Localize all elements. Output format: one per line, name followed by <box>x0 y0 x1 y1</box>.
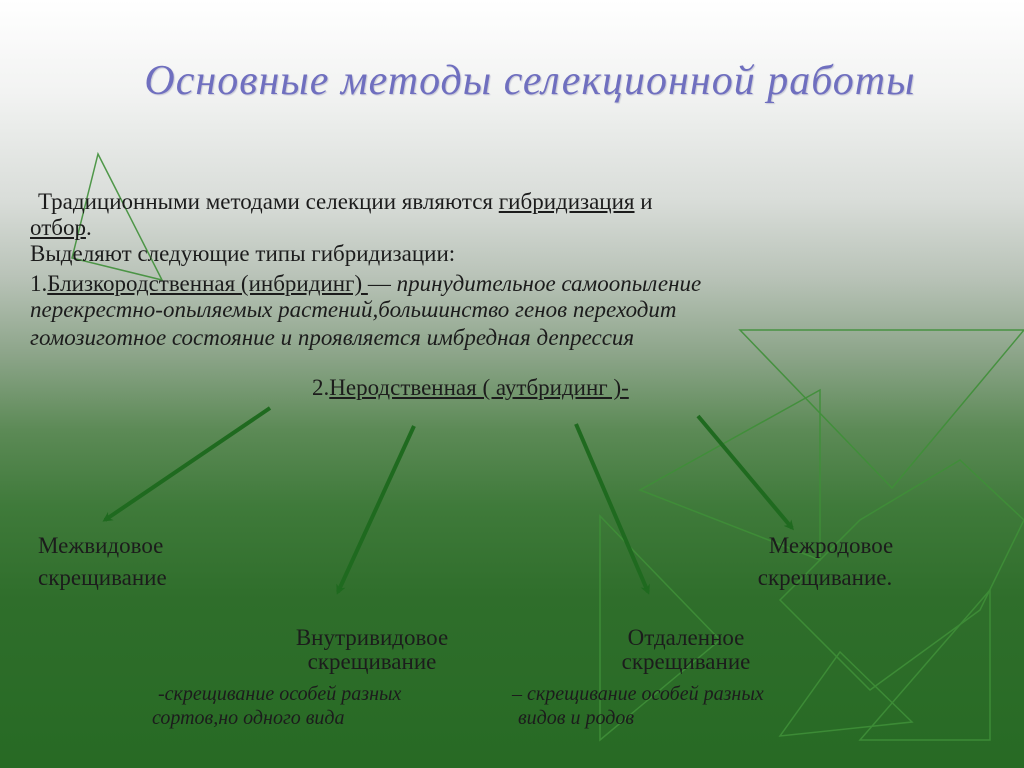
intro-line-1 <box>38 190 653 214</box>
intraspecific-line-1: Внутривидовое <box>295 625 449 650</box>
type1-line <box>30 272 701 296</box>
type1-dash: — <box>367 271 397 296</box>
interspecific-node <box>38 534 167 590</box>
type1-desc-2: перекрестно-опыляемых растений,большинство генов переходит <box>30 297 677 322</box>
type2-number: 2. <box>312 375 330 400</box>
decor-triangle-right-large <box>740 330 1024 488</box>
types-heading: Выделяют следующие типы гибридизации: <box>30 241 456 266</box>
intro-text: Традиционными методами селекции являются <box>38 189 499 214</box>
distant-line-2: скрещивание <box>621 649 751 674</box>
interspecific-line-2: скрещивание <box>38 565 167 590</box>
intro-conjunction: и <box>634 189 653 214</box>
type1-desc-3: гомозиготное состояние и проявляется имбредная депрессия <box>30 325 635 350</box>
type1-name: Близкородственная (инбридинг) <box>47 271 368 296</box>
type1-number: 1. <box>30 271 48 296</box>
intro-period: . <box>85 215 92 240</box>
intergeneric-line-2: скрещивание. <box>757 565 893 590</box>
type2-line <box>312 376 629 400</box>
type2-name: Неродственная ( аутбридинг )- <box>329 375 629 400</box>
intergeneric-line-1: Межродовое <box>768 533 894 558</box>
intraspecific-node <box>262 626 482 674</box>
arrow-to-intraspecific <box>338 426 414 592</box>
arrow-to-interspecific <box>105 408 270 520</box>
decor-triangle-bottom-right <box>780 652 912 736</box>
distant-line-1: Отдаленное <box>627 625 745 650</box>
intro-line-2 <box>30 216 92 240</box>
intraspecific-note-2: сортов,но одного вида <box>152 707 345 729</box>
page-title: Основные методы селекционной работы <box>144 58 916 104</box>
hybridization-term: гибридизация <box>498 189 635 214</box>
distant-node <box>586 626 786 674</box>
distant-note-1: – скрещивание особей разных <box>512 683 764 705</box>
interspecific-line-1: Межвидовое <box>38 533 164 558</box>
decor-triangle-corner <box>860 590 990 740</box>
selection-term: отбор <box>30 215 86 240</box>
distant-note-2: видов и родов <box>518 707 635 729</box>
intraspecific-note-1: -скрещивание особей разных <box>158 683 402 705</box>
arrow-to-intergeneric <box>698 416 792 528</box>
intraspecific-line-2: скрещивание <box>307 649 437 674</box>
intergeneric-node <box>730 534 920 590</box>
arrows <box>105 408 792 592</box>
type1-desc-1: принудительное самоопыление <box>396 271 702 296</box>
arrow-to-distant <box>576 424 648 592</box>
